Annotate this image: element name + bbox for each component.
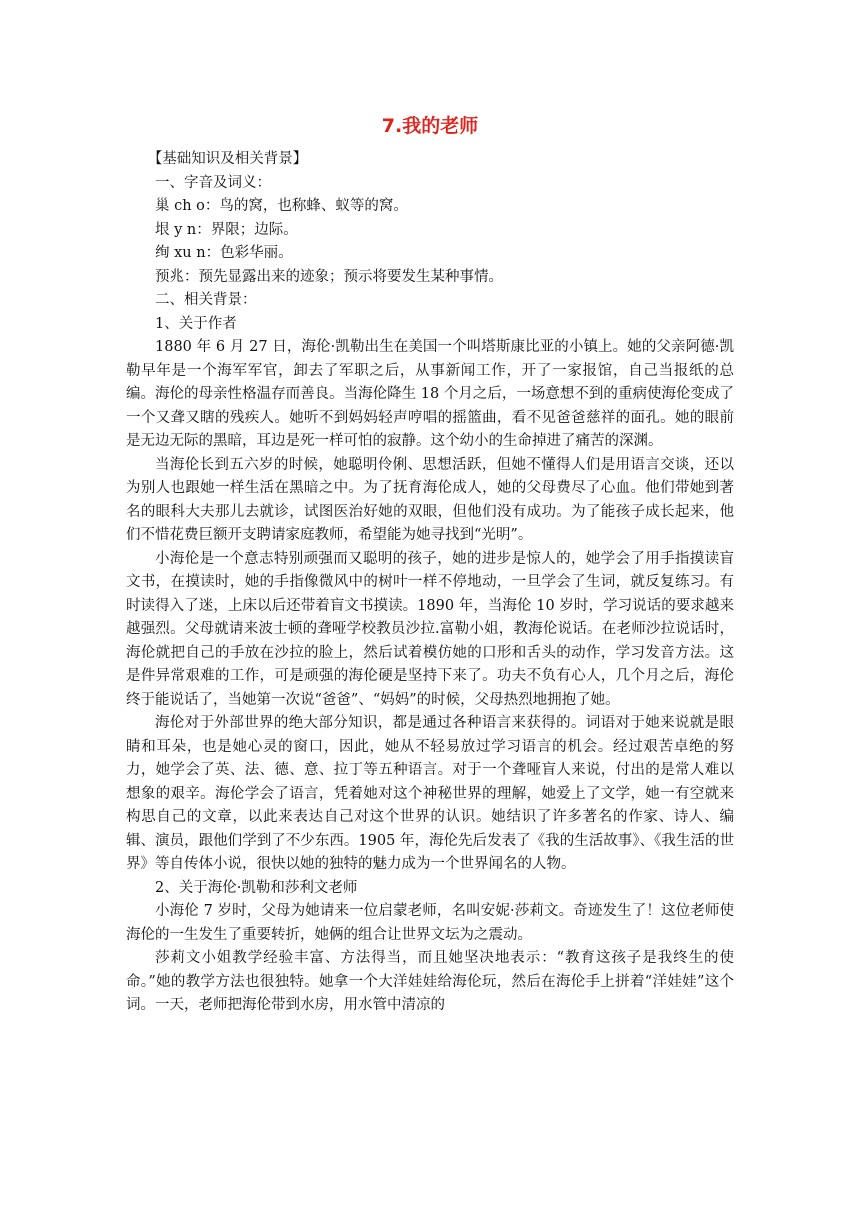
background-heading: 【基础知识及相关背景】 bbox=[147, 151, 308, 167]
sub2-title: 2、关于海伦·凯勒和莎利文老师 bbox=[155, 879, 358, 896]
author-paragraph: 小海伦是一个意志特别顽强而又聪明的孩子，她的进步是惊人的，她学会了用手指摸读盲文书，在摸读时，她的手指像微风中的树叶一样不停地动，一旦学会了生词，就反复练习。有时读得入了迷，上床以后还带着盲文书摸读。1890 年，当海伦 10 岁时，学习说话的要求越来越强烈。父母就请来波士顿的聋哑学校教员沙拉.富勒小姐，教海伦说话。在老师沙拉说话时，海伦就把自己的手放在沙拉的脸上，然后试着模仿她的口形和舌头的动作，学习发音方法。这是件异常艰难的工作，可是顽强的海伦硬是坚持下来了。功夫不负有心人，几个月之后，海伦终于能说话了，当她第一次说“爸爸”、“妈妈”的时候，父母热烈地拥抱了她。 bbox=[126, 550, 734, 708]
teacher-paragraph: 莎莉文小姐教学经验丰富、方法得当，而且她坚决地表示：“教育这孩子是我终生的使命。”她的教学方法也很独特。她拿一个大洋娃娃给海伦玩，然后在海伦手上拼着“洋娃娃”这个词。一天，老师把海伦带到水房，用水管中清凉的 bbox=[126, 950, 734, 1013]
vocab-item: 预兆：预先显露出来的迹象；预示将要发生某种事情。 bbox=[155, 268, 503, 285]
author-paragraph: 当海伦长到五六岁的时候，她聪明伶俐、思想活跃，但她不懂得人们是用语言交谈，还以为别人也跟她一样生活在黑暗之中。为了抚育海伦成人，她的父母费尽了心血。他们带她到著名的眼科大夫那儿去就诊，试图医治好她的双眼，但他们没有成功。为了能孩子成长起来，他们不惜花费巨额开支聘请家庭教师，希望能为她寻找到“光明”。 bbox=[126, 456, 734, 543]
author-paragraph: 1880 年 6 月 27 日，海伦·凯勒出生在美国一个叫塔斯康比亚的小镇上。她的父亲阿德·凯勒早年是一个海军军官，卸去了军职之后，从事新闻工作，开了一家报馆，自己当报纸的总编。海伦的母亲性格温存而善良。当海伦降生 18 个月之后，一场意想不到的重病使海伦变成了一个又聋又瞎的残疾人。她听不到妈妈轻声哼唱的摇篮曲，看不见爸爸慈祥的面孔。她的眼前是无边无际的黑暗，耳边是死一样可怕的寂静。这个幼小的生命掉进了痛苦的深渊。 bbox=[126, 339, 734, 449]
vocab-item: 垠 y n：界限；边际。 bbox=[155, 221, 298, 238]
part1-title: 一、字音及词义： bbox=[155, 174, 271, 191]
document-title: 7.我的老师 bbox=[381, 115, 479, 137]
part2-title: 二、相关背景： bbox=[155, 292, 257, 308]
vocab-item: 巢 ch o：鸟的窝，也称蜂、蚁等的窝。 bbox=[155, 198, 408, 214]
author-paragraph: 海伦对于外部世界的绝大部分知识，都是通过各种语言来获得的。词语对于她来说就是眼睛和耳朵，也是她心灵的窗口，因此，她从不轻易放过学习语言的机会。经过艰苦卓绝的努力，她学会了英、法、德、意、拉丁等五种语言。对于一个聋哑盲人来说，付出的是常人难以想象的艰辛。海伦学会了语言，凭着她对这个神秘世界的理解，她爱上了文学，她一有空就来构思自己的文章，以此来表达自己对这个世界的认识。她结识了许多著名的作家、诗人、编辑、演员，跟他们学到了不少东西。1905 年，海伦先后发表了《我的生活故事》、《我生活的世界》等自传体小说，很快以她的独特的魅力成为一个世界闻名的人物。 bbox=[126, 715, 734, 872]
teacher-paragraph: 小海伦 7 岁时，父母为她请来一位启蒙老师，名叫安妮·莎莉文。奇迹发生了！这位老师使海伦的一生发生了重要转折，她俩的组合让世界文坛为之震动。 bbox=[126, 903, 734, 943]
document-page bbox=[126, 112, 734, 1018]
vocab-item: 绚 xu n：色彩华丽。 bbox=[155, 245, 293, 261]
sub1-title: 1、关于作者 bbox=[155, 315, 237, 332]
